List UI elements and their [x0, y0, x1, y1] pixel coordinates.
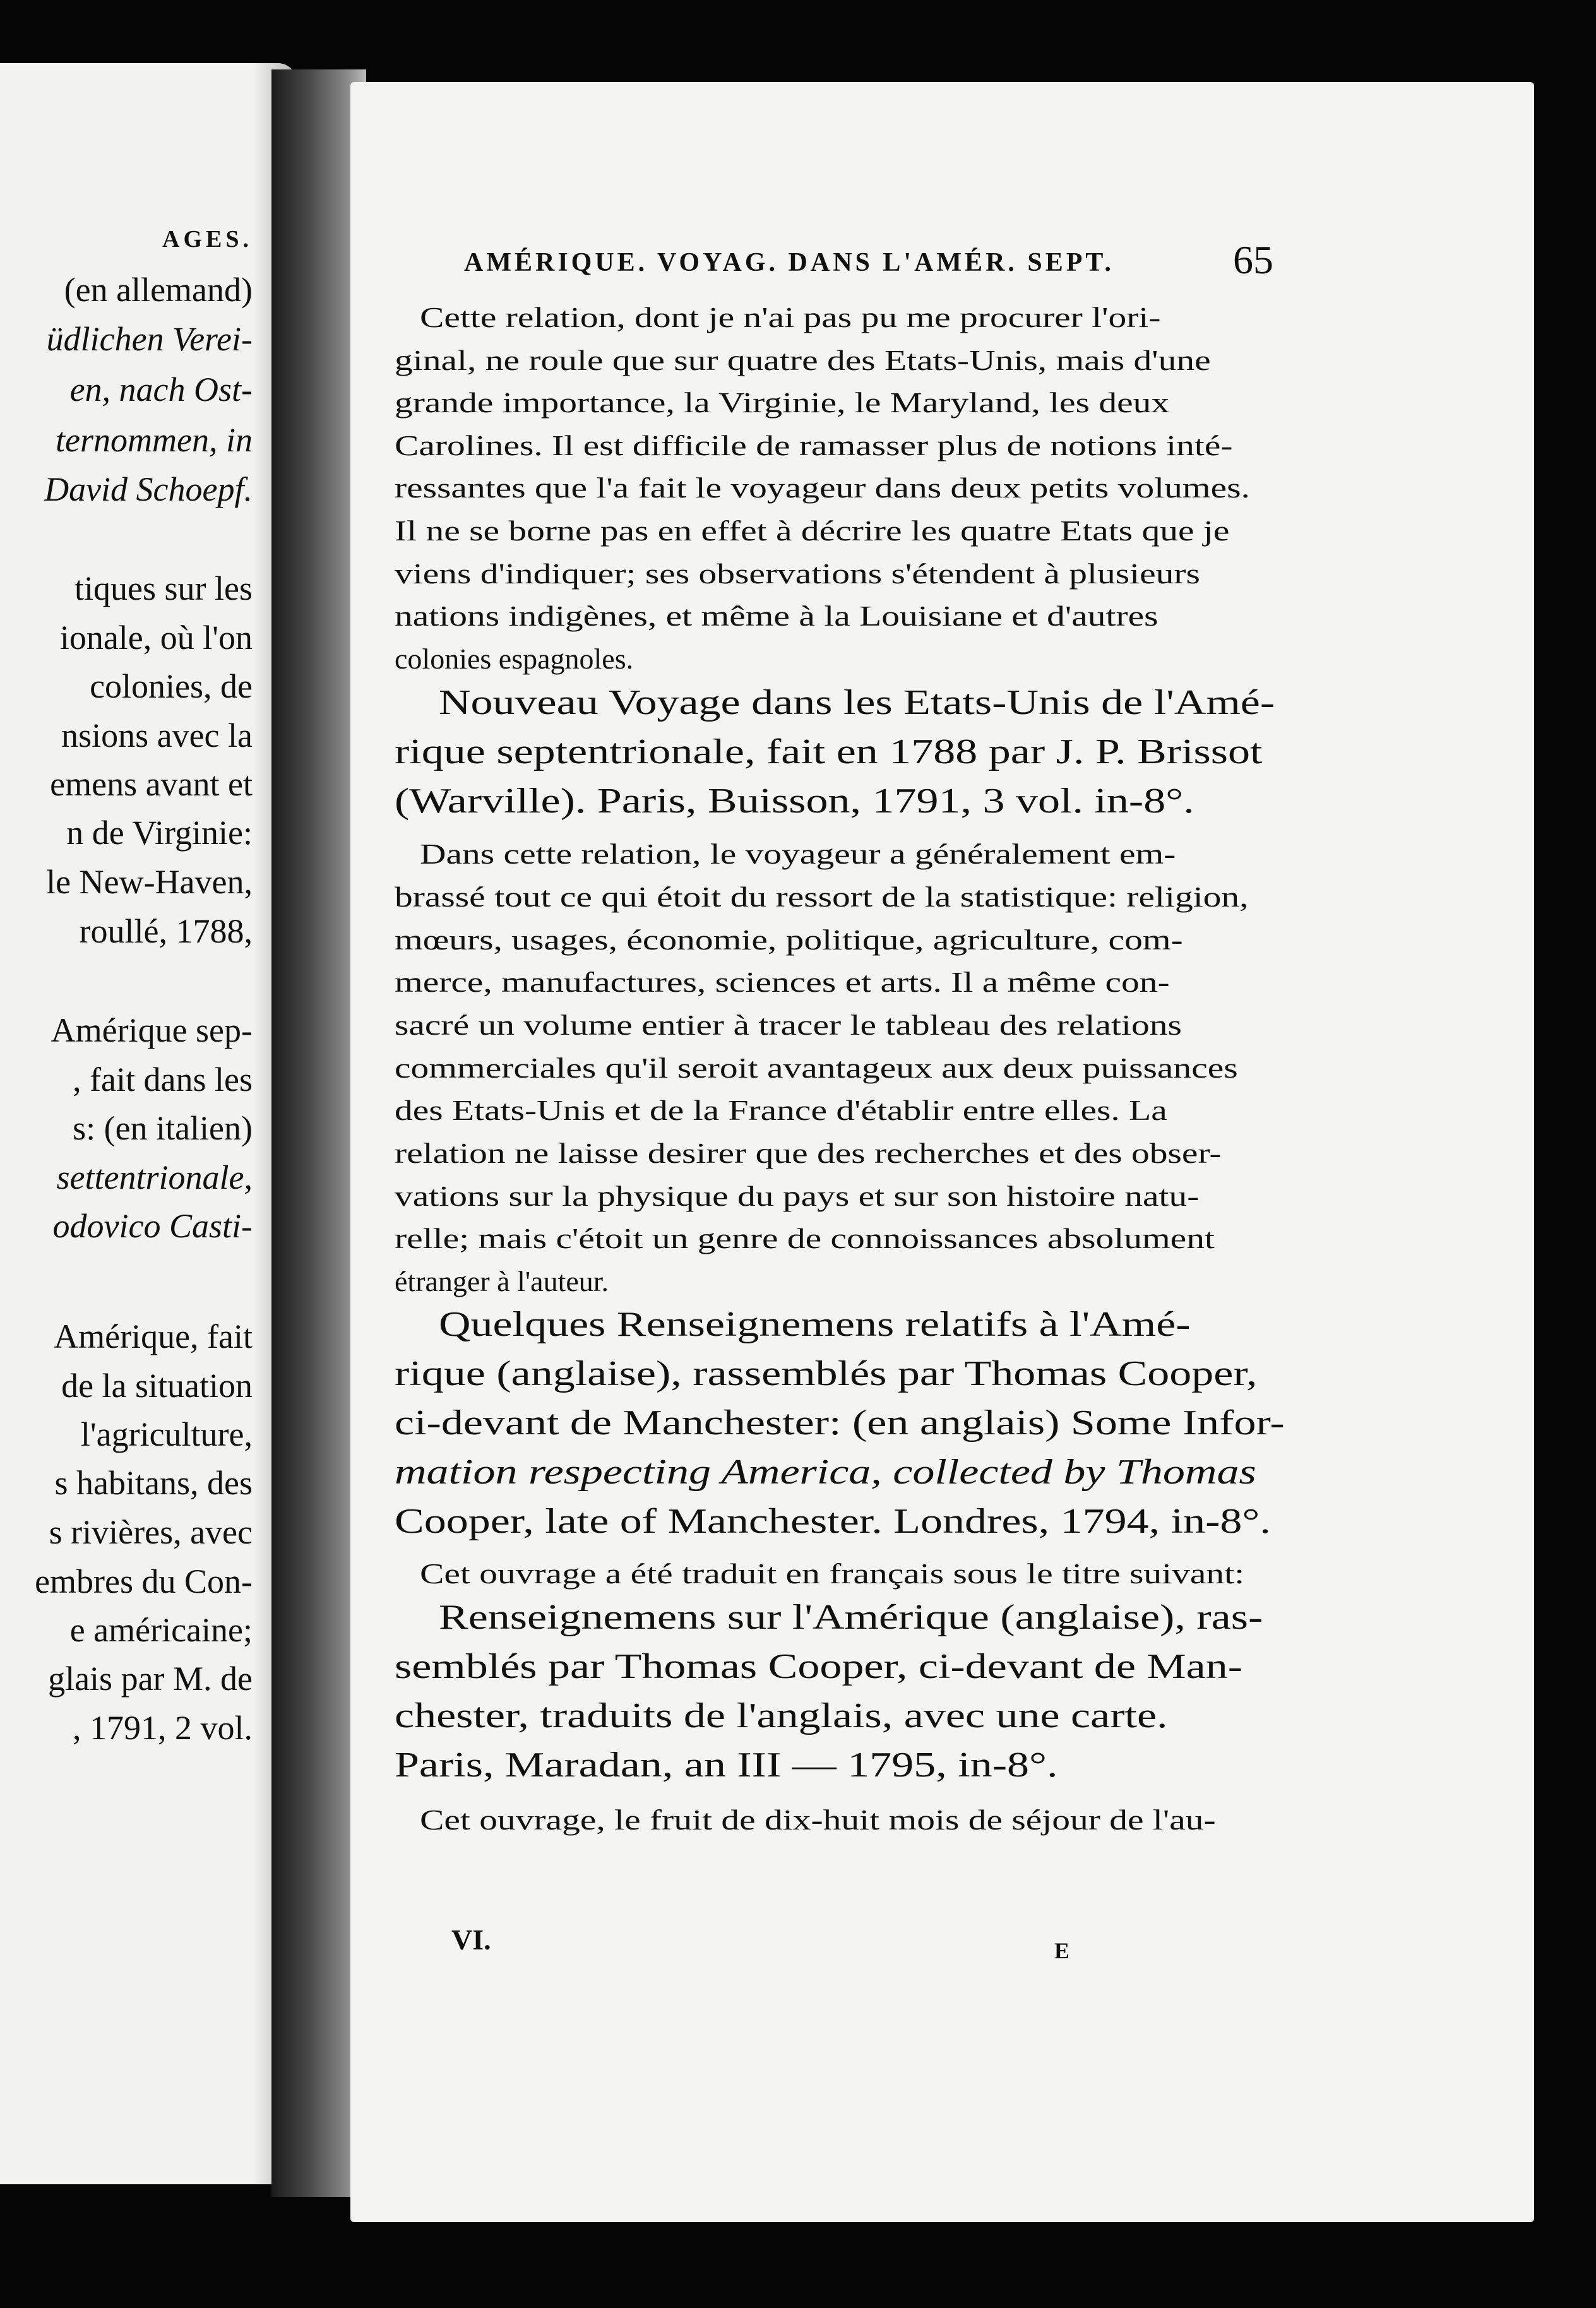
body-line: Cooper, late of Manchester. Londres, 1794, in-8°. — [395, 1502, 1271, 1541]
body-line: étranger à l'auteur. — [395, 1265, 609, 1297]
left-page-line: ionale, où l'on — [59, 619, 253, 657]
left-page-line: s rivières, avec — [49, 1513, 253, 1551]
signature-mark-left: VI. — [451, 1924, 491, 1956]
left-page-line: (en allemand) — [64, 271, 253, 309]
left-page-line: embres du Con- — [35, 1562, 253, 1600]
body-line: nations indigènes, et même à la Louisiane et d'autres — [395, 600, 1158, 632]
page-number: 65 — [1233, 237, 1273, 282]
body-line: ressantes que l'a fait le voyageur dans deux petits volumes. — [395, 472, 1250, 504]
left-page-line: üdlichen Verei- — [46, 320, 253, 358]
body-line: Renseignemens sur l'Amérique (anglaise), ras- — [439, 1598, 1263, 1637]
left-page-line: odovico Casti- — [52, 1207, 253, 1245]
body-line: mation respecting America, collected by Thomas — [395, 1453, 1256, 1492]
running-title: AMÉRIQUE. VOYAG. DANS L'AMÉR. SEPT. — [464, 248, 1114, 277]
left-page-line: n de Virginie: — [66, 814, 253, 852]
left-page-line: e américaine; — [69, 1611, 253, 1649]
body-line: relation ne laisse desirer que des recherches et des obser- — [395, 1137, 1222, 1169]
body-line: viens d'indiquer; ses observations s'étendent à plusieurs — [395, 557, 1200, 590]
left-page-line: le New-Haven, — [46, 863, 253, 901]
body-line: ginal, ne roule que sur quatre des Etats-Unis, mais d'une — [395, 344, 1211, 376]
body-line: vations sur la physique du pays et sur son histoire natu- — [395, 1180, 1200, 1212]
body-line: Paris, Maradan, an III — 1795, in-8°. — [395, 1746, 1058, 1785]
left-page-line: , 1791, 2 vol. — [72, 1709, 253, 1747]
body-line: Il ne se borne pas en effet à décrire les quatre Etats que je — [395, 515, 1230, 547]
body-line: chester, traduits de l'anglais, avec une carte. — [395, 1696, 1168, 1735]
left-page-line: tiques sur les — [74, 569, 253, 607]
body-line: merce, manufactures, sciences et arts. Il a même con- — [395, 966, 1170, 998]
body-line: Quelques Renseignemens relatifs à l'Amé- — [439, 1305, 1191, 1344]
body-line: Carolines. Il est difficile de ramasser plus de notions inté- — [395, 429, 1233, 461]
right-page — [350, 82, 1534, 2222]
body-line: commerciales qu'il seroit avantageux aux deux puissances — [395, 1052, 1238, 1084]
body-line: (Warville). Paris, Buisson, 1791, 3 vol. in-8°. — [395, 782, 1194, 821]
left-page-line: ternommen, in — [56, 421, 253, 459]
left-page-line: en, nach Ost- — [69, 371, 253, 408]
body-line: Cette relation, dont je n'ai pas pu me procurer l'ori- — [420, 301, 1161, 333]
body-line: relle; mais c'étoit un genre de connoissances absolument — [395, 1222, 1215, 1254]
body-line: sacré un volume entier à tracer le tableau des relations — [395, 1009, 1182, 1041]
left-page-line: settentrionale, — [56, 1158, 253, 1196]
body-line: semblés par Thomas Cooper, ci-devant de Man- — [395, 1647, 1243, 1686]
body-line: brassé tout ce qui étoit du ressort de la statistique: religion, — [395, 881, 1249, 913]
left-page-line: David Schoepf. — [44, 470, 253, 508]
body-line: ci-devant de Manchester: (en anglais) Some Infor- — [395, 1403, 1285, 1442]
body-line: des Etats-Unis et de la France d'établir entre elles. La — [395, 1094, 1167, 1126]
left-page-line: roullé, 1788, — [79, 912, 253, 950]
left-page-line: nsions avec la — [61, 717, 253, 754]
body-line: Cet ouvrage a été traduit en français sous le titre suivant: — [420, 1557, 1245, 1590]
body-line: rique septentrionale, fait en 1788 par J. P. Brissot — [395, 732, 1263, 771]
body-line: colonies espagnoles. — [395, 643, 634, 675]
left-page-line: de la situation — [61, 1367, 253, 1405]
left-page-line: l'agriculture, — [80, 1415, 253, 1453]
left-page-line: colonies, de — [90, 667, 253, 705]
body-line: Nouveau Voyage dans les Etats-Unis de l'Amé- — [439, 683, 1275, 722]
signature-mark-right: E — [1054, 1938, 1070, 1963]
left-page-line: Amérique sep- — [51, 1011, 253, 1049]
left-page-line: glais par M. de — [48, 1660, 253, 1698]
left-page-line: emens avant et — [50, 765, 253, 803]
body-line: rique (anglaise), rassemblés par Thomas Cooper, — [395, 1354, 1258, 1393]
left-page-line: Amérique, fait — [54, 1318, 253, 1355]
left-facing-page — [0, 63, 297, 2184]
left-page-line: s habitans, des — [54, 1464, 253, 1502]
left-page-line: s: (en italien) — [73, 1109, 253, 1147]
left-page-line: , fait dans les — [73, 1061, 253, 1098]
body-line: mœurs, usages, économie, politique, agriculture, com- — [395, 924, 1183, 956]
body-line: grande importance, la Virginie, le Maryland, les deux — [395, 386, 1170, 419]
body-line: Dans cette relation, le voyageur a généralement em- — [420, 838, 1176, 870]
left-page-line: AGES. — [162, 226, 253, 253]
body-line: Cet ouvrage, le fruit de dix-huit mois de séjour de l'au- — [420, 1804, 1216, 1836]
